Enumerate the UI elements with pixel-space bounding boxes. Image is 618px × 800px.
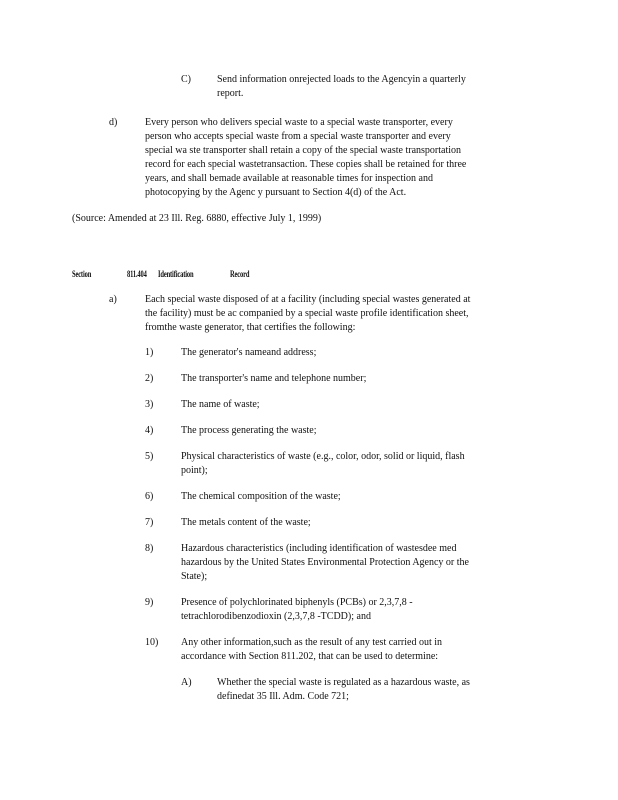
text-line: accordance with Section 811.202, that can be used to determine:: [181, 651, 439, 662]
source-note: (Source: Amended at 23 Ill. Reg. 6880, effective July 1, 1999): [72, 213, 322, 224]
item-label-a: a): [109, 294, 117, 305]
item-label-sub-a: A): [181, 677, 192, 688]
list-item: [181, 372, 537, 386]
text-line: definedat 35 Ill. Adm. Code 721;: [217, 691, 349, 702]
list-item: [181, 596, 537, 624]
list-item: [181, 636, 537, 664]
list-number: 7): [145, 517, 154, 528]
list-number: 4): [145, 425, 154, 436]
list-number: 10): [145, 637, 159, 648]
text-line: years, and shall bemade available at reasonable times for inspection and: [145, 173, 433, 184]
section-title-part-1: Identification: [158, 269, 194, 279]
item-label-d: d): [109, 117, 118, 128]
list-item: [181, 516, 537, 530]
list-item: [181, 346, 537, 360]
list-number: 9): [145, 597, 154, 608]
text-line: Send information onrejected loads to the Agencyin a quarterly: [217, 74, 466, 85]
item-label-c: C): [181, 74, 191, 85]
list-item: [181, 542, 537, 584]
item-sub-a-text: [217, 676, 537, 704]
list-number: 1): [145, 347, 154, 358]
text-line: Each special waste disposed of at a facility (including special wastes generated at: [145, 294, 471, 305]
list-item: [181, 490, 537, 504]
item-d-text: [145, 116, 537, 200]
text-line: fromthe waste generator, that certifies the following:: [145, 322, 356, 333]
text-line: The chemical composition of the waste;: [181, 491, 341, 502]
text-line: Whether the special waste is regulated as a hazardous waste, as: [217, 677, 470, 688]
list-number: 3): [145, 399, 154, 410]
text-line: report.: [217, 88, 244, 99]
text-line: Presence of polychlorinated biphenyls (PCBs) or 2,3,7,8 -: [181, 597, 413, 608]
text-line: photocopying by the Agenc y pursuant to Section 4(d) of the Act.: [145, 187, 407, 198]
item-a-text: [145, 293, 537, 335]
list-item: [181, 424, 537, 438]
text-line: The process generating the waste;: [181, 425, 317, 436]
text-line: The name of waste;: [181, 399, 260, 410]
text-line: tetrachlorodibenzodioxin (2,3,7,8 -TCDD); and: [181, 611, 371, 622]
text-line: The metals content of the waste;: [181, 517, 311, 528]
list-item: [181, 450, 537, 478]
text-line: Any other information,such as the result of any test carried out in: [181, 637, 443, 648]
text-line: State);: [181, 571, 208, 582]
item-c-text: [217, 73, 517, 101]
list-number: 5): [145, 451, 154, 462]
text-line: Hazardous characteristics (including identification of wastesdee med: [181, 543, 457, 554]
text-line: The transporter's name and telephone number;: [181, 373, 367, 384]
list-item: [181, 398, 537, 412]
text-line: Every person who delivers special waste to a special waste transporter, every: [145, 117, 453, 128]
text-line: person who accepts special waste from a special waste transporter and every: [145, 131, 451, 142]
list-number: 8): [145, 543, 154, 554]
list-number: 6): [145, 491, 154, 502]
section-label: Section: [72, 269, 92, 279]
text-line: hazardous by the United States Environmental Protection Agency or the: [181, 557, 469, 568]
text-line: record for each special wastetransaction. These copies shall be retained for three: [145, 159, 467, 170]
section-number: 811.404: [127, 269, 147, 279]
list-number: 2): [145, 373, 154, 384]
text-line: point);: [181, 465, 208, 476]
text-line: special wa ste transporter shall retain a copy of the special waste transportation: [145, 145, 461, 156]
text-line: The generator's nameand address;: [181, 347, 317, 358]
section-title-part-2: Record: [230, 269, 250, 279]
text-line: Physical characteristics of waste (e.g., color, odor, solid or liquid, flash: [181, 451, 465, 462]
text-line: the facility) must be ac companied by a special waste profile identification sheet,: [145, 308, 469, 319]
